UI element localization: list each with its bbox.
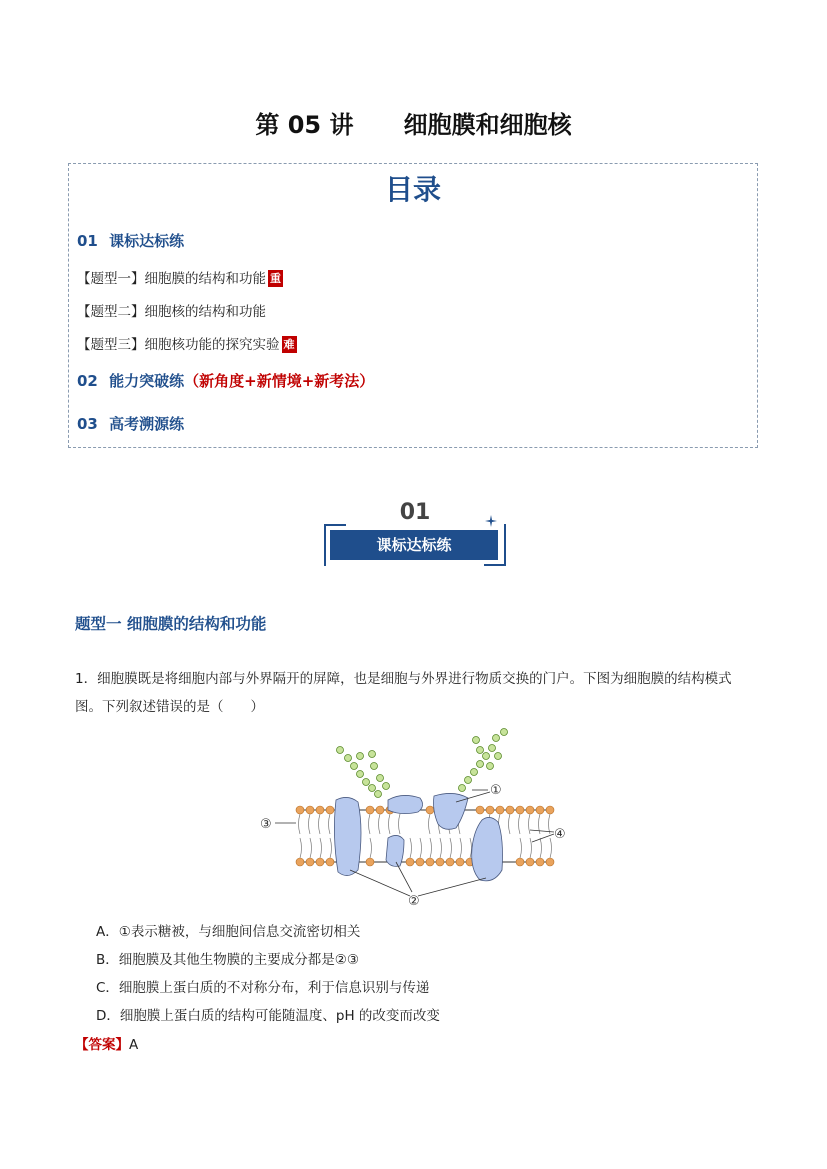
toc-section-1-num: 01: [77, 232, 98, 250]
toc-item-2[interactable]: [77, 300, 266, 320]
option-c[interactable]: C．细胞膜上蛋白质的不对称分布，利于信息识别与传递: [96, 980, 430, 996]
section-heading: 题型一 细胞膜的结构和功能: [75, 615, 267, 633]
banner-number: 01: [399, 500, 431, 525]
toc-heading: 目录: [384, 173, 441, 206]
key-badge: 重: [270, 272, 281, 285]
label-2: ②: [408, 894, 420, 909]
label-3: ③: [260, 817, 272, 832]
banner-label: 课标达标练: [330, 530, 498, 560]
toc-section-1-label: 课标达标练: [109, 232, 185, 250]
glycocalyx-chains: [337, 729, 508, 798]
label-4: ④: [554, 827, 566, 842]
question-stem: 1．细胞膜既是将细胞内部与外界隔开的屏障，也是细胞与外界进行物质交换的门户。下图为细胞膜的结构模式图。下列叙述错误的是（ ）: [75, 671, 732, 715]
toc-section-3-label: 高考溯源练: [109, 415, 185, 433]
toc-item-1-text: 【题型一】细胞膜的结构和功能: [77, 271, 266, 287]
page-title: 第 05 讲 细胞膜和细胞核: [255, 111, 572, 139]
option-a[interactable]: A．①表示糖被，与细胞间信息交流密切相关: [96, 924, 361, 940]
toc-item-2-text: 【题型二】细胞核的结构和功能: [77, 304, 266, 320]
option-d[interactable]: D．细胞膜上蛋白质的结构可能随温度、pH 的改变而改变: [96, 1008, 440, 1024]
membrane-diagram: [250, 720, 580, 910]
transmembrane-protein-left: [334, 797, 361, 875]
toc-item-3-text: 【题型三】细胞核功能的探究实验: [77, 337, 280, 353]
toc-section-2-label: 能力突破练: [109, 372, 185, 390]
toc-section-2[interactable]: [77, 370, 374, 391]
toc-item-3[interactable]: [77, 333, 297, 353]
toc-box: [68, 163, 758, 448]
toc-section-3-num: 03: [77, 415, 98, 433]
option-b[interactable]: B．细胞膜及其他生物膜的主要成分都是②③: [96, 952, 359, 968]
toc-section-2-extra: （新角度+新情境+新考法）: [184, 372, 375, 390]
toc-item-1[interactable]: [77, 267, 283, 287]
embedded-protein-bottom: [386, 835, 404, 866]
toc-section-2-num: 02: [77, 372, 98, 390]
section-banner: [320, 500, 510, 570]
hard-badge: 难: [283, 338, 295, 351]
embedded-protein-top: [434, 793, 469, 829]
transmembrane-protein-right: [472, 817, 503, 880]
peripheral-protein-top: [388, 795, 423, 813]
answer: [75, 1033, 138, 1053]
label-1: ①: [490, 783, 502, 798]
sparkle-icon: [484, 514, 498, 528]
answer-value: A: [129, 1037, 139, 1053]
toc-section-1[interactable]: [77, 230, 184, 251]
cell-membrane-figure: [250, 720, 580, 910]
answer-tag: 【答案】: [75, 1037, 129, 1053]
toc-section-3[interactable]: [77, 413, 184, 434]
